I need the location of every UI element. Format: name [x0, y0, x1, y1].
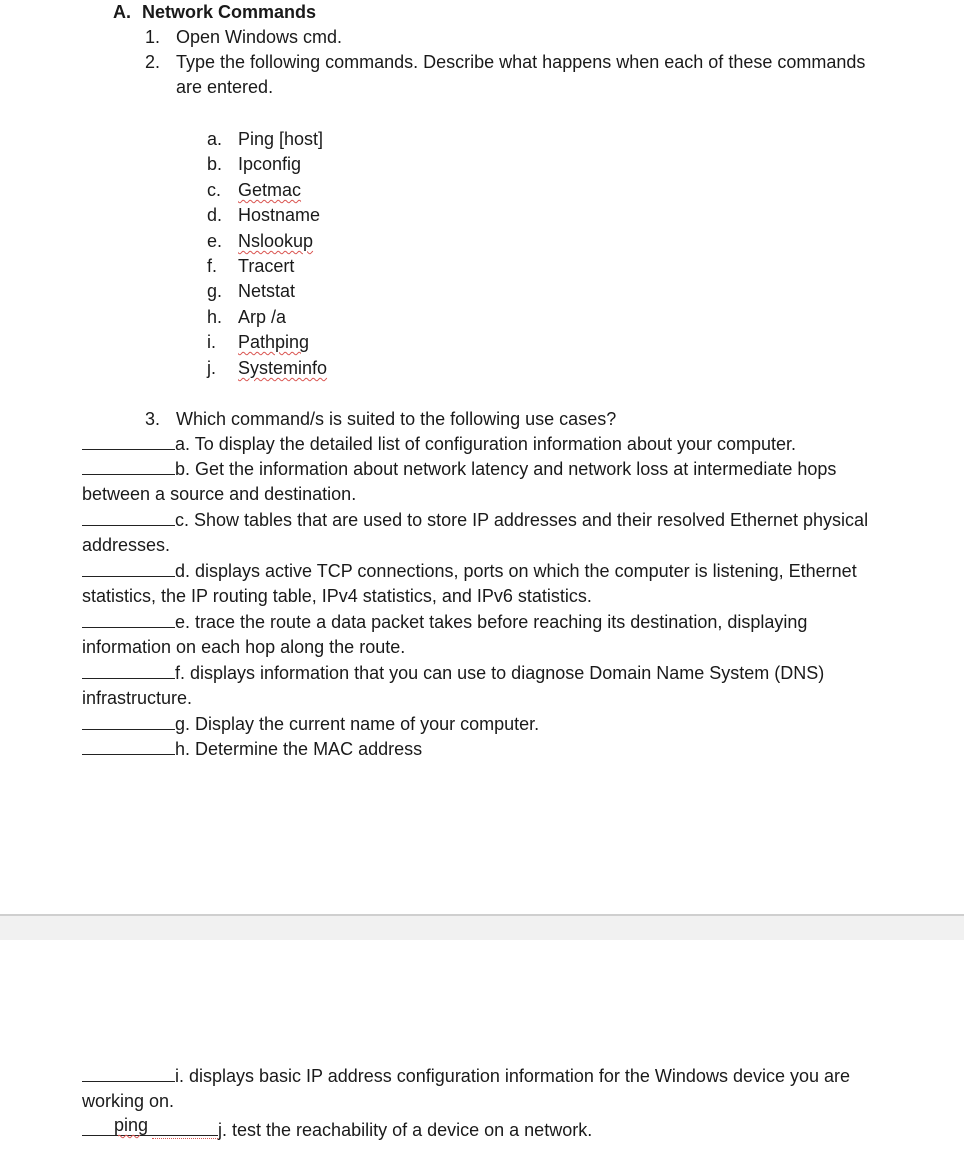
- use-case-text-cont: between a source and destination.: [82, 484, 357, 504]
- command-text: Nslookup: [238, 231, 314, 251]
- command-letter: b.: [207, 154, 223, 174]
- use-case-i: [82, 1064, 894, 1114]
- command-item: [207, 127, 222, 152]
- use-case-text: f. displays information that you can use to diagnose Domain Name System (DNS): [175, 663, 825, 683]
- use-case-text: b. Get the information about network latency and network loss at intermediate hops: [175, 459, 837, 479]
- command-item: [207, 356, 216, 381]
- use-case-text: h. Determine the MAC address: [175, 739, 423, 759]
- command-text: Tracert: [238, 256, 295, 276]
- answer-blank[interactable]: [82, 562, 175, 577]
- step-1-text: Open Windows cmd.: [176, 27, 343, 47]
- step-number: 2.: [145, 52, 161, 72]
- command-text-wrap: [238, 330, 309, 355]
- command-letter: i.: [207, 332, 216, 352]
- use-case-text-cont: statistics, the IP routing table, IPv4 statistics, and IPv6 statistics.: [82, 586, 592, 606]
- command-letter: a.: [207, 129, 223, 149]
- step-1: [145, 25, 160, 50]
- command-text: Netstat: [238, 281, 296, 301]
- answer-blank[interactable]: [82, 664, 175, 679]
- step-number: 3.: [145, 409, 161, 429]
- use-case-text: d. displays active TCP connections, ports on which the computer is listening, Ethernet: [175, 561, 857, 581]
- command-text: Getmac: [238, 180, 302, 200]
- answer-blank[interactable]: [82, 740, 175, 755]
- section-heading: [113, 0, 316, 25]
- answer-blank[interactable]: [82, 715, 175, 730]
- command-letter: e.: [207, 231, 223, 251]
- step-number: 1.: [145, 27, 161, 47]
- command-text: Ping [host]: [238, 129, 324, 149]
- command-letter: j.: [207, 358, 216, 378]
- answer-text: ping: [114, 1115, 149, 1135]
- use-case-text: j. test the reachability of a device on a network.: [218, 1120, 593, 1140]
- page-break-divider: [0, 914, 964, 942]
- section-title: Network Commands: [142, 2, 317, 22]
- command-text: Pathping: [238, 332, 310, 352]
- answer-blank[interactable]: [82, 460, 175, 475]
- use-case-text: g. Display the current name of your computer.: [175, 714, 540, 734]
- answer-blank[interactable]: [82, 613, 175, 628]
- use-case-text-cont: infrastructure.: [82, 688, 193, 708]
- command-text-wrap: [238, 356, 327, 381]
- use-case-j: [82, 1115, 894, 1143]
- use-case-h: [82, 737, 894, 762]
- command-item: [207, 229, 222, 254]
- use-case-c: [82, 508, 894, 558]
- use-case-text: c. Show tables that are used to store IP addresses and their resolved Ethernet physical: [175, 510, 869, 530]
- command-text-wrap: [238, 178, 301, 203]
- step-3-text: Which command/s is suited to the following use cases?: [176, 409, 617, 429]
- command-item: [207, 178, 221, 203]
- command-item: [207, 254, 217, 279]
- use-case-text: i. displays basic IP address configuration information for the Windows device you are: [175, 1066, 851, 1086]
- document-page-2: [0, 940, 964, 1156]
- use-case-g: [82, 712, 894, 737]
- answer-blank[interactable]: [82, 435, 175, 450]
- command-letter: h.: [207, 307, 223, 327]
- command-letter: c.: [207, 180, 222, 200]
- step-2: [145, 50, 160, 75]
- use-case-e: [82, 610, 894, 660]
- command-item: [207, 279, 222, 304]
- answer-blank[interactable]: [82, 511, 175, 526]
- use-case-f: [82, 661, 894, 711]
- command-text: Arp /a: [238, 307, 287, 327]
- command-text: Hostname: [238, 205, 321, 225]
- use-case-text: a. To display the detailed list of configuration information about your computer.: [175, 434, 797, 454]
- use-case-d: [82, 559, 894, 609]
- command-item: [207, 152, 222, 177]
- use-case-text-cont: working on.: [82, 1091, 175, 1111]
- step-3: [145, 407, 160, 432]
- spellcheck-underline: [152, 1134, 218, 1139]
- step-2-text-cont: are entered.: [176, 77, 274, 97]
- command-letter: d.: [207, 205, 223, 225]
- use-case-text: e. trace the route a data packet takes before reaching its destination, displaying: [175, 612, 808, 632]
- answer-field[interactable]: [82, 1115, 218, 1136]
- command-item: [207, 203, 222, 228]
- command-text: Ipconfig: [238, 154, 302, 174]
- command-item: [207, 330, 216, 355]
- command-text: Systeminfo: [238, 358, 328, 378]
- command-item: [207, 305, 222, 330]
- use-case-b: [82, 457, 894, 507]
- section-letter: A.: [113, 2, 131, 22]
- use-case-text-cont: information on each hop along the route.: [82, 637, 406, 657]
- command-letter: g.: [207, 281, 223, 301]
- use-case-text-cont: addresses.: [82, 535, 171, 555]
- command-text-wrap: [238, 229, 313, 254]
- use-case-a: [82, 432, 894, 457]
- step-2-text: Type the following commands. Describe what happens when each of these commands: [176, 52, 866, 72]
- command-letter: f.: [207, 256, 218, 276]
- answer-blank[interactable]: [82, 1067, 175, 1082]
